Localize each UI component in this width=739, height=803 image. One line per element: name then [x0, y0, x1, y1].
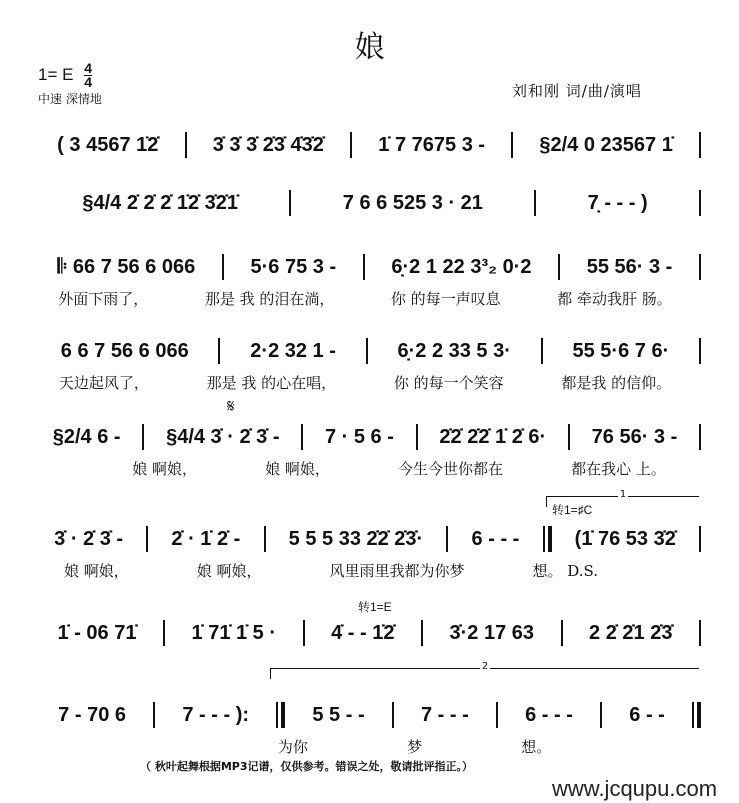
lyric: 你 的每一声叹息 — [390, 290, 501, 308]
notes-row — [34, 252, 704, 282]
measure: 7 6 6 525 3 · 21 — [342, 191, 483, 214]
measure: 7̣ - - - ) — [587, 191, 648, 214]
score-line — [34, 618, 704, 648]
barline — [600, 702, 602, 728]
lyrics-row — [34, 458, 704, 479]
barline — [392, 702, 394, 728]
lyric: 想。 — [521, 738, 552, 756]
score-line — [34, 700, 704, 757]
measure: 2·2 32 1 - — [250, 339, 336, 362]
barline — [699, 254, 701, 280]
measure: 3̇ · 2̇ 3̇ - — [54, 527, 124, 550]
transcription-note: （ 秋叶起舞根据MP3记谱，仅供参考。错误之处，敬请批评指正。） — [140, 760, 473, 773]
score-line — [34, 336, 704, 393]
modulation-1: 转1=♯C — [552, 503, 593, 517]
measure: 4̇ - - 1̇2̇ — [331, 621, 395, 644]
measure: §4/4 2̇ 2̇ 2̇ 1̇2̇ 3̇2̇1̇ — [82, 191, 239, 214]
measure: §2/4 6 - — [52, 425, 121, 448]
measure: 5 5 5 33 2̇2̇ 2̇3̇· — [288, 527, 424, 550]
measure: 1̇ 7 7675 3 - — [378, 133, 486, 156]
lyric-spacer — [699, 560, 701, 561]
lyric-spacer — [699, 372, 701, 373]
measure: 7 - - - ): — [182, 703, 250, 726]
volta-2 — [270, 661, 699, 679]
lyric-spacer — [471, 736, 473, 737]
credits: 刘和刚 词/曲/演唱 — [512, 82, 642, 100]
measure: 76 56· 3 - — [591, 425, 678, 448]
lyric: 梦 — [407, 738, 423, 756]
barline — [692, 702, 701, 728]
lyric: 风里雨里我都为你梦 — [329, 562, 465, 580]
barline — [568, 424, 570, 450]
notes-row — [34, 700, 704, 730]
barline — [218, 338, 220, 364]
notes-row — [34, 336, 704, 366]
key-signature — [38, 62, 92, 89]
lyric-spacer — [177, 372, 179, 373]
lyric-spacer — [699, 736, 701, 737]
barline — [541, 338, 543, 364]
barline — [303, 620, 305, 646]
lyrics-row — [34, 372, 704, 393]
lyric — [636, 560, 696, 581]
volta-2-label: 2 — [481, 661, 489, 672]
lyric-spacer — [295, 560, 297, 561]
lyric: 为你 — [277, 738, 308, 756]
lyric: 娘 啊娘， — [196, 562, 262, 580]
volta-1-label: 1 — [619, 489, 627, 500]
score-line — [34, 252, 704, 309]
measure: 1̇ - 06 71̇ — [57, 621, 137, 644]
barline — [142, 424, 144, 450]
measure: 6 6 7 56 6 066 — [60, 339, 189, 362]
measure: 55 56· 3 - — [586, 255, 673, 278]
measure: 1̇ 71̇ 1̇ 5 · — [191, 621, 277, 644]
barline — [350, 132, 352, 158]
measure: §4/4 3̇ · 2̇ 3̇ - — [166, 425, 280, 448]
score-line — [34, 188, 704, 218]
lyric-spacer — [362, 288, 364, 289]
lyric: 你 的每一个笑容 — [393, 374, 504, 392]
lyric-spacer — [356, 736, 358, 737]
lyrics-row — [34, 560, 704, 581]
lyric-spacer — [162, 560, 164, 561]
lyric: 娘 啊娘， — [265, 460, 330, 478]
measure: 3̇·2 17 63 — [449, 621, 534, 644]
measure: 6 - - — [629, 703, 665, 726]
barline — [543, 526, 552, 552]
notes-row — [34, 422, 704, 452]
barline — [363, 254, 365, 280]
measure: 7 - - - — [420, 703, 469, 726]
barline — [699, 424, 701, 450]
lyric-spacer — [363, 458, 365, 459]
measure: 𝄆 66 7 56 6 066 — [57, 255, 196, 278]
barline — [289, 190, 291, 216]
lyric-spacer — [532, 372, 534, 373]
lyric: 天边起风了， — [58, 374, 149, 392]
measure: 7 · 5 6 - — [324, 425, 394, 448]
lyric — [34, 458, 94, 479]
measure: §2/4 0 23567 1̇ — [539, 133, 673, 156]
score-line — [34, 422, 704, 479]
barline — [264, 526, 266, 552]
barline — [446, 526, 448, 552]
measure: 2̇ · 1̇ 2̇ - — [171, 527, 241, 550]
lyric: 今生今世你都在 — [398, 460, 504, 478]
lyric — [34, 736, 125, 757]
measure: 55 5·6 7 6· — [572, 339, 670, 362]
notes-row — [34, 618, 704, 648]
lyric-spacer — [699, 458, 701, 459]
lyric-spacer — [536, 458, 538, 459]
measure: 6̣·2 2 33 5 3· — [397, 339, 511, 362]
notes-row — [34, 188, 704, 218]
barline — [699, 132, 701, 158]
barline — [558, 254, 560, 280]
barline — [416, 424, 418, 450]
barline — [222, 254, 224, 280]
score-line — [34, 130, 704, 160]
lyrics-row — [34, 736, 704, 757]
lyric-spacer — [227, 736, 229, 737]
lyric-spacer — [528, 288, 530, 289]
barline — [496, 702, 498, 728]
lyric-spacer — [128, 736, 130, 737]
barline — [699, 190, 701, 216]
lyric: 那是 我 的泪在淌， — [204, 290, 335, 308]
measure: 6̣·2 1 22 3³₂ 0·2 — [391, 255, 532, 278]
measure: 6 - - - — [471, 527, 520, 550]
barline — [511, 132, 513, 158]
measure: ( 3 4567 1̇2̇ — [57, 133, 159, 156]
barline — [301, 424, 303, 450]
measure: 3̇ 3̇ 3̇ 2̇3̇ 4̇3̇2̇ — [212, 133, 324, 156]
key-label: 1= E — [38, 64, 74, 84]
lyric — [133, 736, 224, 757]
barline — [185, 132, 187, 158]
lyric-spacer — [364, 372, 366, 373]
time-sig-bottom: 4 — [84, 74, 92, 90]
lyric-spacer — [97, 458, 99, 459]
lyric: 外面下雨了， — [58, 290, 149, 308]
barline — [699, 338, 701, 364]
barline — [699, 620, 701, 646]
lyric — [605, 736, 696, 757]
lyric: 都在我心 上。 — [571, 460, 666, 478]
time-signature — [84, 62, 92, 89]
lyric-spacer — [699, 288, 701, 289]
measure: 7 - 70 6 — [58, 703, 126, 726]
lyric: 想。 D.S. — [532, 562, 599, 580]
lyric: 都是我 的信仰。 — [561, 374, 672, 392]
barline — [153, 702, 155, 728]
lyric: 都 牵动我肝 肠。 — [557, 290, 672, 308]
barline — [699, 526, 701, 552]
measure: 2 2̇ 2̇1 2̇3̇ — [589, 621, 673, 644]
measure: 5 5 - - — [312, 703, 365, 726]
barline — [146, 526, 148, 552]
modulation-2: 转1=E — [358, 600, 392, 614]
barline — [421, 620, 423, 646]
barline — [366, 338, 368, 364]
lyric: 娘 啊娘， — [63, 562, 129, 580]
barline — [534, 190, 536, 216]
lyric-spacer — [230, 458, 232, 459]
tempo-marking: 中速 深情地 — [38, 92, 102, 106]
segno-sign: 𝄋 — [227, 396, 235, 417]
lyric-spacer — [631, 560, 633, 561]
lyrics-row — [34, 288, 704, 309]
barline — [276, 702, 285, 728]
score-line — [34, 524, 704, 581]
song-title: 娘 — [354, 30, 385, 65]
lyric-spacer — [600, 736, 602, 737]
lyric: 娘 啊娘， — [132, 460, 197, 478]
notes-row — [34, 524, 704, 554]
notes-row — [34, 130, 704, 160]
time-sig-top: 4 — [84, 60, 92, 76]
measure: 2̇2̇ 2̇2̇ 1̇ 2̇ 6· — [439, 425, 547, 448]
lyric-spacer — [497, 560, 499, 561]
barline — [561, 620, 563, 646]
lyric-spacer — [176, 288, 178, 289]
measure: 6 - - - — [525, 703, 573, 726]
measure: (1̇ 76 53 3̇2̇ — [574, 527, 676, 550]
barline — [163, 620, 165, 646]
watermark: www.jcqupu.com — [552, 776, 718, 801]
measure: 5·6 75 3 - — [250, 255, 337, 278]
lyric: 那是 我 的心在唱， — [206, 374, 337, 392]
